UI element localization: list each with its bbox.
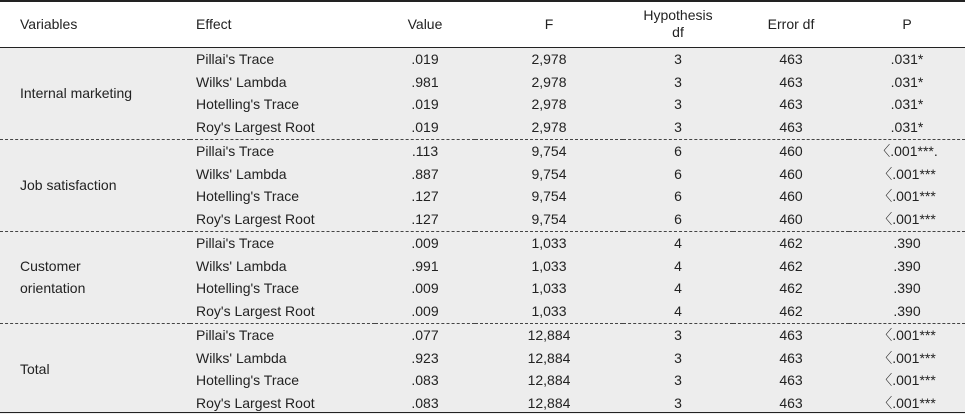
- error-df-cell: 463: [779, 96, 803, 113]
- effect-cell: Pillai's Trace: [190, 323, 375, 346]
- p-cell: .390: [893, 257, 921, 274]
- error-df-cell: 462: [779, 280, 803, 297]
- header-p: P: [849, 1, 965, 47]
- f-cell: 9,754: [531, 211, 567, 228]
- f-cell: 2,978: [531, 96, 567, 113]
- variable-label: Internal marketing: [20, 85, 133, 101]
- value-cell: .127: [411, 188, 439, 205]
- error-df-cell: 462: [779, 303, 803, 320]
- p-cell: 〈.001***: [878, 211, 936, 228]
- hypothesis-df-cell: 6: [674, 211, 682, 228]
- hypothesis-df-cell: 4: [623, 231, 733, 254]
- f-cell: 9,754: [475, 139, 623, 162]
- hypothesis-df-cell: 3: [674, 395, 682, 412]
- effect-cell: Roy's Largest Root: [196, 119, 315, 136]
- hypothesis-df-cell: 6: [674, 188, 682, 205]
- p-cell: 〈.001***: [878, 372, 936, 389]
- p-cell: .031*: [890, 119, 924, 136]
- table-row: [0, 139, 965, 162]
- value-cell: .019: [411, 50, 439, 67]
- value-cell: .113: [375, 139, 475, 162]
- hypothesis-df-cell: 4: [674, 257, 682, 274]
- error-df-cell: 462: [779, 257, 803, 274]
- value-cell: .019: [411, 96, 439, 113]
- variable-label: Total: [20, 361, 50, 377]
- hypothesis-df-cell: 3: [674, 372, 682, 389]
- table-row: [0, 323, 965, 346]
- header-hypothesis-df-line1: Hypothesis: [643, 7, 713, 24]
- variable-label: Customer: [20, 258, 81, 274]
- f-cell: 12,884: [475, 323, 623, 346]
- variable-label: Job satisfaction: [20, 177, 117, 193]
- hypothesis-df-cell: 3: [674, 96, 682, 113]
- p-cell: .031*: [890, 73, 924, 90]
- f-cell: 12,884: [527, 395, 571, 412]
- error-df-cell: 463: [779, 395, 803, 412]
- hypothesis-df-cell: 4: [674, 280, 682, 297]
- error-df-cell: 463: [779, 73, 803, 90]
- header-f: F: [475, 1, 623, 47]
- effect-cell: Hotelling's Trace: [196, 372, 300, 389]
- table-body: [0, 47, 965, 415]
- variable-cell: [0, 47, 190, 139]
- error-df-cell: 460: [733, 139, 849, 162]
- value-cell: .019: [411, 119, 439, 136]
- value-cell: .009: [411, 303, 439, 320]
- effect-cell: Roy's Largest Root: [196, 211, 315, 228]
- variable-cell: [0, 323, 190, 415]
- error-df-cell: 463: [733, 323, 849, 346]
- f-cell: 1,033: [531, 280, 567, 297]
- f-cell: 1,033: [531, 303, 567, 320]
- value-cell: .009: [375, 231, 475, 254]
- effect-cell: Hotelling's Trace: [196, 96, 300, 113]
- f-cell: 12,884: [527, 349, 571, 366]
- effect-cell: Pillai's Trace: [190, 139, 375, 162]
- f-cell: 9,754: [531, 188, 567, 205]
- hypothesis-df-cell: 3: [623, 323, 733, 346]
- effect-cell: Pillai's Trace: [190, 231, 375, 254]
- value-cell: .009: [411, 280, 439, 297]
- p-cell: 〈.001***: [878, 165, 936, 182]
- value-cell: .981: [411, 73, 439, 90]
- error-df-cell: 463: [779, 50, 803, 67]
- hypothesis-df-cell: 6: [674, 165, 682, 182]
- f-cell: 2,978: [531, 50, 567, 67]
- p-cell: .031*: [890, 50, 924, 67]
- hypothesis-df-cell: 3: [674, 119, 682, 136]
- f-cell: 1,033: [531, 257, 567, 274]
- value-cell: .923: [411, 349, 439, 366]
- table-row: [0, 231, 965, 254]
- effect-cell: Hotelling's Trace: [196, 188, 300, 205]
- hypothesis-df-cell: 3: [674, 73, 682, 90]
- p-cell: 〈.001***: [878, 395, 936, 412]
- error-df-cell: 462: [733, 231, 849, 254]
- header-variables: Variables: [0, 1, 190, 47]
- header-hypothesis-df-line2: df: [672, 24, 684, 41]
- f-cell: 12,884: [527, 372, 571, 389]
- effect-cell: Wilks' Lambda: [196, 349, 287, 366]
- error-df-cell: 460: [779, 165, 803, 182]
- variable-cell: [0, 139, 190, 231]
- f-cell: 2,978: [531, 119, 567, 136]
- header-row: [0, 1, 965, 47]
- variable-cell: [0, 231, 190, 323]
- error-df-cell: 463: [779, 349, 803, 366]
- effect-cell: Wilks' Lambda: [196, 257, 287, 274]
- header-error-df: Error df: [733, 1, 849, 47]
- error-df-cell: 460: [779, 211, 803, 228]
- effect-cell: Wilks' Lambda: [196, 73, 287, 90]
- effect-cell: Hotelling's Trace: [196, 280, 300, 297]
- p-cell: .390: [849, 231, 965, 254]
- p-cell: .390: [893, 303, 921, 320]
- header-effect: Effect: [190, 1, 375, 47]
- p-cell: 〈.001***: [878, 349, 936, 366]
- hypothesis-df-cell: 3: [674, 50, 682, 67]
- effect-cell: Wilks' Lambda: [196, 165, 287, 182]
- value-cell: .991: [411, 257, 439, 274]
- p-cell: 〈.001***: [878, 188, 936, 205]
- hypothesis-df-cell: 6: [623, 139, 733, 162]
- value-cell: .887: [411, 165, 439, 182]
- p-cell: .031*: [890, 96, 924, 113]
- value-cell: .083: [411, 395, 439, 412]
- effect-cell: Pillai's Trace: [196, 50, 275, 67]
- effect-cell: Roy's Largest Root: [196, 395, 315, 412]
- variable-label: orientation: [20, 280, 86, 296]
- value-cell: .127: [411, 211, 439, 228]
- table-bottom-rule: [0, 412, 965, 413]
- effect-cell: Roy's Largest Root: [196, 303, 315, 320]
- table-row: [0, 47, 965, 70]
- p-cell: .390: [893, 280, 921, 297]
- error-df-cell: 463: [779, 119, 803, 136]
- p-cell: 〈.001***.: [849, 139, 965, 162]
- header-value: Value: [375, 1, 475, 47]
- value-cell: .083: [411, 372, 439, 389]
- f-cell: 9,754: [531, 165, 567, 182]
- f-cell: 1,033: [475, 231, 623, 254]
- hypothesis-df-cell: 3: [674, 349, 682, 366]
- p-cell: 〈.001***: [849, 323, 965, 346]
- hypothesis-df-cell: 4: [674, 303, 682, 320]
- f-cell: 2,978: [531, 73, 567, 90]
- error-df-cell: 463: [779, 372, 803, 389]
- error-df-cell: 460: [779, 188, 803, 205]
- header-hypothesis-df: [623, 1, 733, 47]
- value-cell: .077: [375, 323, 475, 346]
